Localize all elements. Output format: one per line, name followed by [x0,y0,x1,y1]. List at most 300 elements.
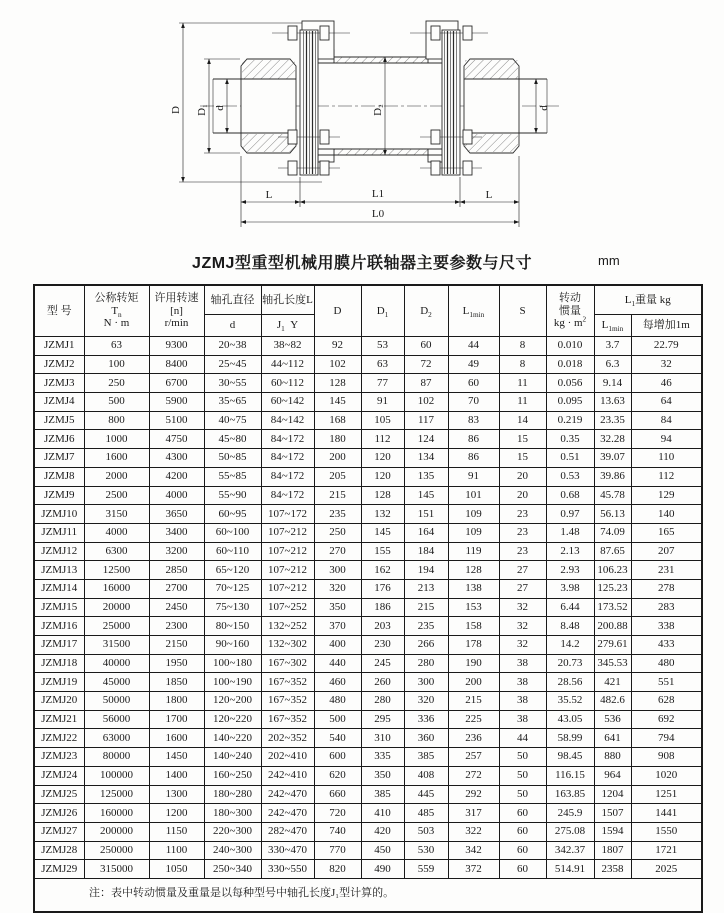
value-cell: 1800 [149,692,204,711]
value-cell: 2300 [149,617,204,636]
value-cell: 80000 [84,748,149,767]
value-cell: 124 [404,430,448,449]
spec-row [34,505,702,524]
value-cell: 60~100 [204,523,261,542]
value-cell: 236 [448,729,499,748]
model-cell: JZMJ10 [34,505,84,524]
value-cell: 292 [448,785,499,804]
value-cell: 372 [448,860,499,879]
spec-row [34,636,702,655]
col-header-inertia: 转动 惯量 kg · $m^2$ [546,285,594,337]
value-cell: 20 [499,486,546,505]
model-cell: JZMJ28 [34,841,84,860]
value-cell: 43.05 [546,710,594,729]
model-cell: JZMJ4 [34,393,84,412]
value-cell: 1050 [149,860,204,879]
value-cell: 163.85 [546,785,594,804]
value-cell: 44~112 [261,355,314,374]
model-cell: JZMJ6 [34,430,84,449]
value-cell: 160~250 [204,766,261,785]
value-cell: 112 [361,430,404,449]
value-cell: 135 [404,467,448,486]
value-cell: 32 [499,617,546,636]
value-cell: 14 [499,411,546,430]
value-cell: 600 [314,748,361,767]
value-cell: 1594 [594,822,631,841]
value-cell: 8.48 [546,617,594,636]
value-cell: 128 [448,561,499,580]
value-cell: 128 [361,486,404,505]
value-cell: 1400 [149,766,204,785]
value-cell: 39.86 [594,467,631,486]
table-header [34,285,702,337]
value-cell: 63 [84,337,149,356]
value-cell: 100 [84,355,149,374]
value-cell: 86 [448,430,499,449]
value-cell: 0.219 [546,411,594,430]
col-header-D1: $D_1$ [361,285,404,337]
value-cell: 230 [361,636,404,655]
value-cell: 0.51 [546,449,594,468]
value-cell: 460 [314,673,361,692]
value-cell: 500 [314,710,361,729]
value-cell: 1204 [594,785,631,804]
col-header-speed: 许用转速 [n] r/min [149,285,204,337]
value-cell: 1700 [149,710,204,729]
value-cell: 112 [631,467,702,486]
value-cell: 200000 [84,822,149,841]
value-cell: 4750 [149,430,204,449]
value-cell: 820 [314,860,361,879]
model-cell: JZMJ3 [34,374,84,393]
value-cell: 482.6 [594,692,631,711]
spec-row [34,579,702,598]
value-cell: 119 [448,542,499,561]
value-cell: 64 [631,393,702,412]
spec-row [34,355,702,374]
value-cell: 320 [314,579,361,598]
value-cell: 433 [631,636,702,655]
value-cell: 60~110 [204,542,261,561]
value-cell: 342 [448,841,499,860]
value-cell: 194 [404,561,448,580]
value-cell: 5100 [149,411,204,430]
value-cell: 20000 [84,598,149,617]
model-cell: JZMJ27 [34,822,84,841]
value-cell: 3.7 [594,337,631,356]
value-cell: 280 [361,692,404,711]
value-cell: 300 [314,561,361,580]
value-cell: 250 [84,374,149,393]
value-cell: 317 [448,804,499,823]
value-cell: 2.93 [546,561,594,580]
spec-row [34,411,702,430]
value-cell: 964 [594,766,631,785]
col-header-D2: $D_2$ [404,285,448,337]
value-cell: 45000 [84,673,149,692]
value-cell: 102 [314,355,361,374]
value-cell: 74.09 [594,523,631,542]
value-cell: 280 [404,654,448,673]
value-cell: 107~212 [261,561,314,580]
value-cell: 1950 [149,654,204,673]
value-cell: 63000 [84,729,149,748]
value-cell: 70 [448,393,499,412]
value-cell: 72 [404,355,448,374]
value-cell: 38 [499,710,546,729]
value-cell: 345.53 [594,654,631,673]
unit-label: mm [598,253,620,268]
value-cell: 117 [404,411,448,430]
model-cell: JZMJ7 [34,449,84,468]
value-cell: 45~80 [204,430,261,449]
model-cell: JZMJ29 [34,860,84,879]
value-cell: 203 [361,617,404,636]
model-cell: JZMJ17 [34,636,84,655]
value-cell: 2500 [84,486,149,505]
value-cell: 408 [404,766,448,785]
value-cell: 1850 [149,673,204,692]
value-cell: 3200 [149,542,204,561]
value-cell: 4300 [149,449,204,468]
value-cell: 25000 [84,617,149,636]
model-cell: JZMJ22 [34,729,84,748]
value-cell: 27 [499,579,546,598]
model-cell: JZMJ24 [34,766,84,785]
value-cell: 2700 [149,579,204,598]
value-cell: 3.98 [546,579,594,598]
value-cell: 0.97 [546,505,594,524]
spec-row [34,449,702,468]
spec-row [34,804,702,823]
value-cell: 2850 [149,561,204,580]
value-cell: 160000 [84,804,149,823]
value-cell: 167~352 [261,673,314,692]
value-cell: 32 [631,355,702,374]
value-cell: 55~90 [204,486,261,505]
model-cell: JZMJ18 [34,654,84,673]
value-cell: 245.9 [546,804,594,823]
value-cell: 38 [499,673,546,692]
value-cell: 908 [631,748,702,767]
value-cell: 50 [499,766,546,785]
value-cell: 692 [631,710,702,729]
value-cell: 2025 [631,860,702,879]
model-cell: JZMJ14 [34,579,84,598]
spec-row [34,766,702,785]
dim-label-L0: L0 [371,208,385,220]
value-cell: 31500 [84,636,149,655]
value-cell: 44 [499,729,546,748]
col-header-D: D [314,285,361,337]
value-cell: 50~85 [204,449,261,468]
value-cell: 1600 [84,449,149,468]
value-cell: 9300 [149,337,204,356]
value-cell: 190 [448,654,499,673]
value-cell: 70~125 [204,579,261,598]
value-cell: 58.99 [546,729,594,748]
value-cell: 1550 [631,822,702,841]
note-row [34,878,702,912]
value-cell: 129 [631,486,702,505]
value-cell: 49 [448,355,499,374]
value-cell: 450 [361,841,404,860]
value-cell: 0.35 [546,430,594,449]
value-cell: 215 [448,692,499,711]
value-cell: 0.018 [546,355,594,374]
model-cell: JZMJ1 [34,337,84,356]
col-header-bore-len-j1y: $J_1$ Y [261,315,314,337]
value-cell: 60 [448,374,499,393]
model-cell: JZMJ26 [34,804,84,823]
value-cell: 8 [499,337,546,356]
value-cell: 480 [314,692,361,711]
value-cell: 1.48 [546,523,594,542]
value-cell: 0.095 [546,393,594,412]
value-cell: 94 [631,430,702,449]
value-cell: 242~470 [261,804,314,823]
value-cell: 132~302 [261,636,314,655]
spec-row [34,841,702,860]
value-cell: 740 [314,822,361,841]
value-cell: 490 [361,860,404,879]
value-cell: 231 [631,561,702,580]
value-cell: 445 [404,785,448,804]
value-cell: 500 [84,393,149,412]
value-cell: 53 [361,337,404,356]
value-cell: 120 [361,449,404,468]
value-cell: 35.52 [546,692,594,711]
model-cell: JZMJ8 [34,467,84,486]
value-cell: 20 [499,467,546,486]
value-cell: 1150 [149,822,204,841]
value-cell: 770 [314,841,361,860]
model-cell: JZMJ2 [34,355,84,374]
value-cell: 350 [361,766,404,785]
value-cell: 270 [314,542,361,561]
value-cell: 25~45 [204,355,261,374]
value-cell: 40~75 [204,411,261,430]
value-cell: 38~82 [261,337,314,356]
value-cell: 6.44 [546,598,594,617]
value-cell: 60~112 [261,374,314,393]
model-cell: JZMJ25 [34,785,84,804]
value-cell: 283 [631,598,702,617]
table-body [34,337,702,879]
value-cell: 8400 [149,355,204,374]
value-cell: 23 [499,523,546,542]
spec-table [33,284,703,913]
value-cell: 80~150 [204,617,261,636]
model-cell: JZMJ16 [34,617,84,636]
value-cell: 11 [499,374,546,393]
col-header-weight-group: $L_1$重量 kg [594,285,702,315]
value-cell: 215 [314,486,361,505]
value-cell: 109 [448,523,499,542]
value-cell: 140~240 [204,748,261,767]
value-cell: 120~200 [204,692,261,711]
value-cell: 107~172 [261,505,314,524]
value-cell: 1507 [594,804,631,823]
value-cell: 75~130 [204,598,261,617]
value-cell: 4000 [149,486,204,505]
col-header-torque: 公称转矩 $T_n$ N · m [84,285,149,337]
value-cell: 60~142 [261,393,314,412]
value-cell: 1100 [149,841,204,860]
dim-label-D1: D₁ [196,104,208,116]
value-cell: 14.2 [546,636,594,655]
value-cell: 107~252 [261,598,314,617]
value-cell: 186 [361,598,404,617]
value-cell: 120~220 [204,710,261,729]
value-cell: 8 [499,355,546,374]
value-cell: 28.56 [546,673,594,692]
value-cell: 50000 [84,692,149,711]
value-cell: 275.08 [546,822,594,841]
value-cell: 46 [631,374,702,393]
value-cell: 100~180 [204,654,261,673]
dim-label-d-left: d [214,105,226,111]
value-cell: 536 [594,710,631,729]
value-cell: 260 [361,673,404,692]
page-title: JZMJ型重型机械用膜片联轴器主要参数与尺寸 [192,255,532,272]
value-cell: 44 [448,337,499,356]
value-cell: 84~172 [261,430,314,449]
dim-label-d-right: d [538,105,550,111]
model-cell: JZMJ15 [34,598,84,617]
value-cell: 338 [631,617,702,636]
value-cell: 266 [404,636,448,655]
value-cell: 480 [631,654,702,673]
value-cell: 92 [314,337,361,356]
value-cell: 32.28 [594,430,631,449]
value-cell: 278 [631,579,702,598]
value-cell: 420 [361,822,404,841]
value-cell: 3400 [149,523,204,542]
value-cell: 145 [314,393,361,412]
value-cell: 60 [499,860,546,879]
value-cell: 60 [499,841,546,860]
value-cell: 107~212 [261,579,314,598]
value-cell: 165 [631,523,702,542]
value-cell: 32 [499,636,546,655]
value-cell: 16000 [84,579,149,598]
value-cell: 84~142 [261,411,314,430]
dim-label-L-left: L [265,189,273,201]
spec-row [34,542,702,561]
value-cell: 13.63 [594,393,631,412]
value-cell: 86 [448,449,499,468]
value-cell: 3650 [149,505,204,524]
value-cell: 23.35 [594,411,631,430]
value-cell: 55~85 [204,467,261,486]
value-cell: 330~470 [261,841,314,860]
value-cell: 125.23 [594,579,631,598]
value-cell: 205 [314,467,361,486]
value-cell: 178 [448,636,499,655]
value-cell: 0.056 [546,374,594,393]
value-cell: 164 [404,523,448,542]
value-cell: 245 [361,654,404,673]
spec-row [34,523,702,542]
value-cell: 107~212 [261,523,314,542]
model-cell: JZMJ13 [34,561,84,580]
value-cell: 77 [361,374,404,393]
value-cell: 91 [448,467,499,486]
value-cell: 300 [404,673,448,692]
value-cell: 100000 [84,766,149,785]
value-cell: 63 [361,355,404,374]
value-cell: 35~65 [204,393,261,412]
value-cell: 116.15 [546,766,594,785]
spec-row [34,710,702,729]
value-cell: 167~302 [261,654,314,673]
dim-label-L-right: L [485,189,493,201]
value-cell: 250 [314,523,361,542]
value-cell: 60 [499,804,546,823]
value-cell: 9.14 [594,374,631,393]
value-cell: 84~172 [261,467,314,486]
col-header-weight-l1min: $L_{1min}$ [594,315,631,337]
value-cell: 38 [499,692,546,711]
value-cell: 176 [361,579,404,598]
value-cell: 153 [448,598,499,617]
value-cell: 6700 [149,374,204,393]
value-cell: 2.13 [546,542,594,561]
value-cell: 322 [448,822,499,841]
value-cell: 2000 [84,467,149,486]
value-cell: 213 [404,579,448,598]
value-cell: 250000 [84,841,149,860]
spec-row [34,785,702,804]
value-cell: 145 [361,523,404,542]
value-cell: 514.91 [546,860,594,879]
value-cell: 98.45 [546,748,594,767]
value-cell: 0.68 [546,486,594,505]
value-cell: 220~300 [204,822,261,841]
value-cell: 20~38 [204,337,261,356]
spec-row [34,374,702,393]
value-cell: 202~352 [261,729,314,748]
value-cell: 503 [404,822,448,841]
value-cell: 15 [499,449,546,468]
value-cell: 1450 [149,748,204,767]
value-cell: 27 [499,561,546,580]
value-cell: 1000 [84,430,149,449]
spec-row [34,692,702,711]
value-cell: 1300 [149,785,204,804]
value-cell: 400 [314,636,361,655]
value-cell: 65~120 [204,561,261,580]
value-cell: 101 [448,486,499,505]
value-cell: 180~280 [204,785,261,804]
value-cell: 110 [631,449,702,468]
model-cell: JZMJ21 [34,710,84,729]
value-cell: 272 [448,766,499,785]
value-cell: 23 [499,542,546,561]
model-cell: JZMJ19 [34,673,84,692]
value-cell: 540 [314,729,361,748]
value-cell: 45.78 [594,486,631,505]
coupling-section-drawing [0,0,724,245]
value-cell: 132 [361,505,404,524]
value-cell: 641 [594,729,631,748]
value-cell: 257 [448,748,499,767]
value-cell: 279.61 [594,636,631,655]
value-cell: 250~340 [204,860,261,879]
value-cell: 800 [84,411,149,430]
col-header-bore-len: 轴孔长度L [261,285,314,315]
